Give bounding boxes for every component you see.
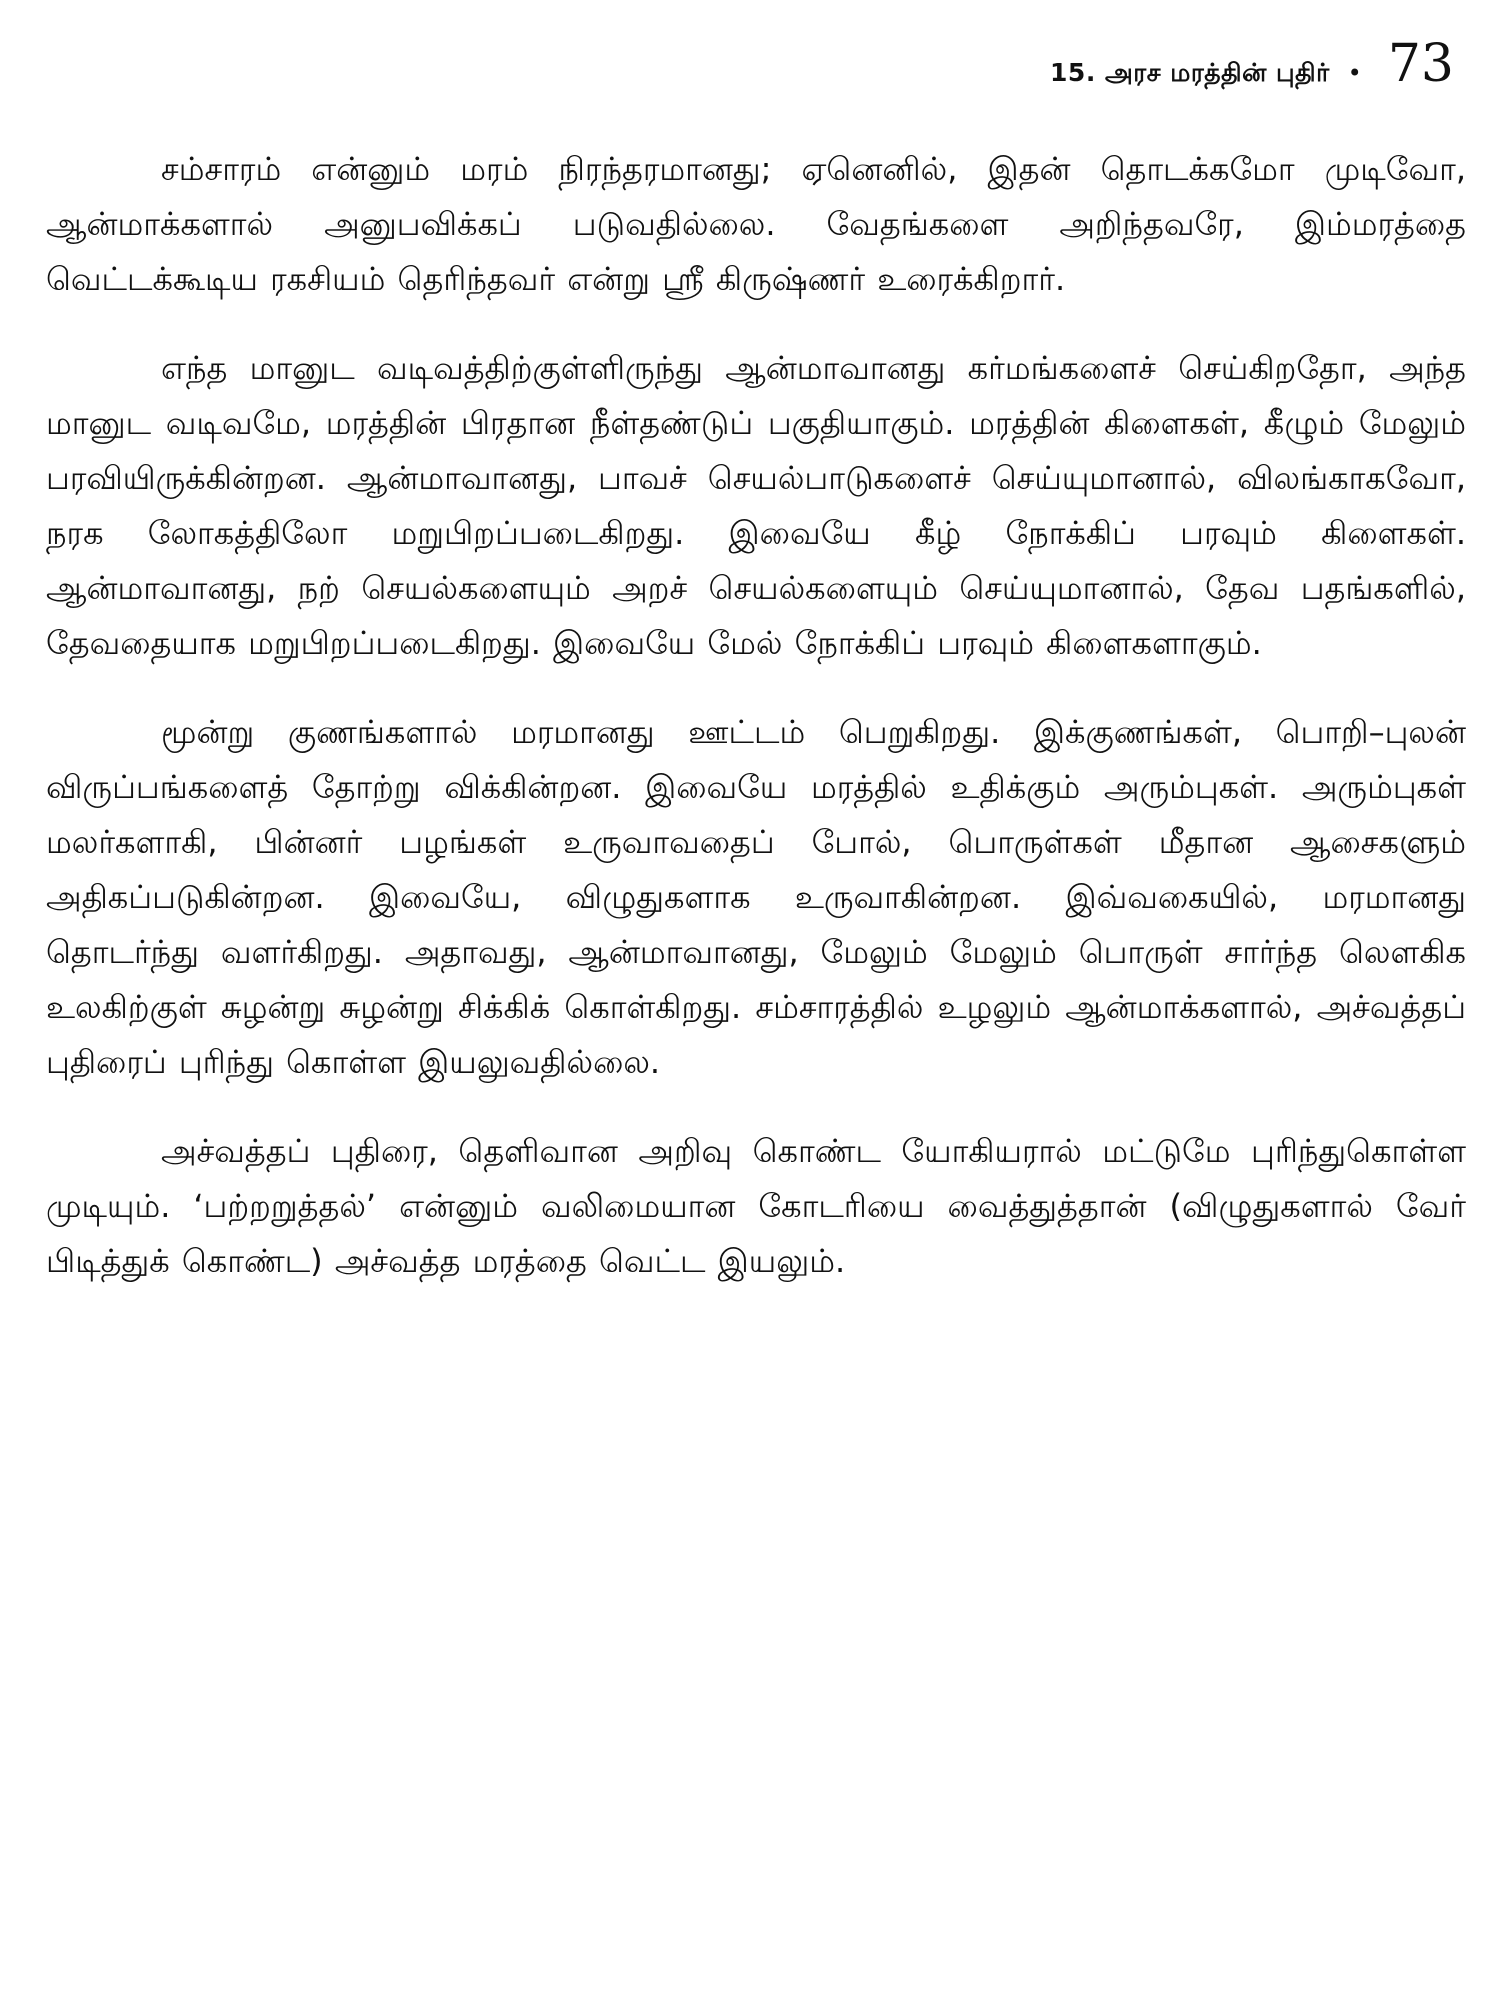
chapter-title: 15. அரச மரத்தின் புதிர் [1050,58,1330,87]
running-head [46,34,1454,118]
body-text [46,142,1466,1289]
paragraph-1: சம்சாரம் என்னும் மரம் நிரந்தரமானது; ஏனெனில், இதன் தொடக்கமோ முடிவோ, ஆன்மாக்களால் அனுபவிக்கப் படுவதில்லை. வேதங்களை அறிந்தவரே, இம்மரத்தை வெட்டக்கூடிய ரகசியம் தெரிந்தவர் என்று ஸ்ரீ கிருஷ்ணர் உரைக்கிறார். [46,150,1466,298]
paragraph-3: மூன்று குணங்களால் மரமானது ஊட்டம் பெறுகிறது. இக்குணங்கள், பொறி–புலன் விருப்பங்களைத் தோற்று விக்கின்றன. இவையே மரத்தில் உதிக்கும் அரும்புகள். அரும்புகள் மலர்களாகி, பின்னர் பழங்கள் உருவாவதைப் போல், பொருள்கள் மீதான ஆசைகளும் அதிகப்படுகின்றன. இவையே, விழுதுகளாக உருவாகின்றன. இவ்வகையில், மரமானது தொடர்ந்து வளர்கிறது. அதாவது, ஆன்மாவானது, மேலும் மேலும் பொருள் சார்ந்த லௌகிக உலகிற்குள் சுழன்று சுழன்று சிக்கிக் கொள்கிறது. சம்சாரத்தில் உழலும் ஆன்மாக்களால், அச்வத்தப் புதிரைப் புரிந்து கொள்ள இயலுவதில்லை. [46,713,1467,1081]
page-number: 73 [1387,34,1454,94]
paragraph-2: எந்த மானுட வடிவத்திற்குள்ளிருந்து ஆன்மாவானது கர்மங்களைச் செய்கிறதோ, அந்த மானுட வடிவமே, மரத்தின் பிரதான நீள்தண்டுப் பகுதியாகும். மரத்தின் கிளைகள், கீழும் மேலும் பரவியிருக்கின்றன. ஆன்மாவானது, பாவச் செயல்பாடுகளைச் செய்யுமானால், விலங்காகவோ, நரக லோகத்திலோ மறுபிறப்படைகிறது. இவையே கீழ் நோக்கிப் பரவும் கிளைகள். ஆன்மாவானது, நற் செயல்களையும் அறச் செயல்களையும் செய்யுமானால், தேவ பதங்களில், தேவதையாக மறுபிறப்படைகிறது. இவையே மேல் நோக்கிப் பரவும் கிளைகளாகும். [46,349,1467,662]
paragraph-4: அச்வத்தப் புதிரை, தெளிவான அறிவு கொண்ட யோகியரால் மட்டுமே புரிந்துகொள்ள முடியும். ‘பற்றறுத்தல்’ என்னும் வலிமையான கோடரியை வைத்துத்தான் (விழுதுகளால் வேர் பிடித்துக் கொண்ட) அச்வத்த மரத்தை வெட்ட இயலும். [46,1132,1466,1280]
header-bullet: • [1347,59,1362,87]
